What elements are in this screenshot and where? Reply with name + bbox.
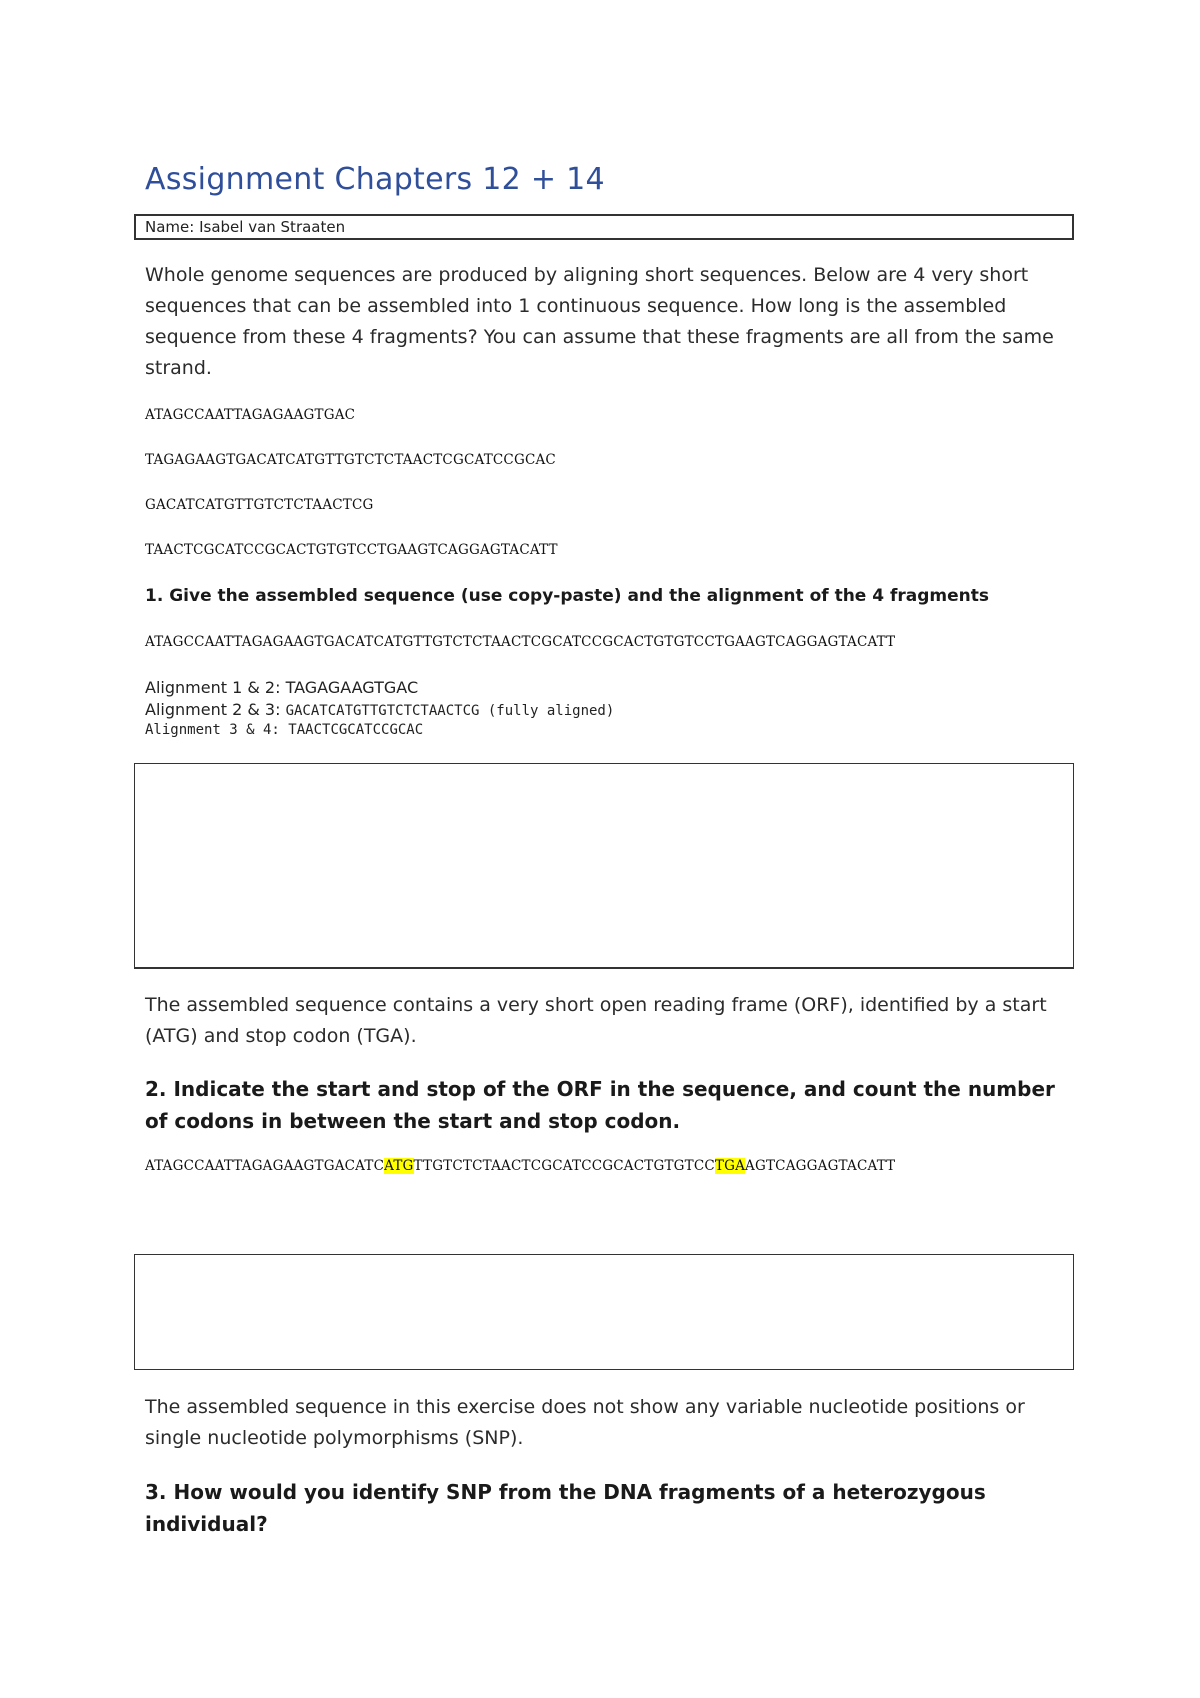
orf-sequence [145, 1158, 895, 1174]
fragment-1: ATAGCCAATTAGAGAAGTGAC [145, 407, 356, 423]
snp-intro-paragraph: The assembled sequence in this exercise does not show any variable nucleotide positions or single nucleotide polymorphisms (SNP). [145, 1396, 1025, 1449]
alignment-3-4 [145, 720, 423, 740]
fragment-3: GACATCATGTTGTCTCTAACTCG [145, 497, 374, 513]
alignment-value: GACATCATGTTGTCTCTAACTCG (fully aligned) [285, 703, 615, 719]
fragment-4: TAACTCGCATCCGCACTGTGTCCTGAAGTCAGGAGTACATT [145, 542, 558, 558]
orf-seq-after-stop: AGTCAGGAGTACATT [745, 1158, 896, 1174]
question-1: 1. Give the assembled sequence (use copy-paste) and the alignment of the 4 fragments [145, 586, 989, 606]
fragment-2: TAGAGAAGTGACATCATGTTGTCTCTAACTCGCATCCGCAC [145, 452, 556, 468]
alignment-label: Alignment 2 & 3: [145, 700, 281, 719]
page-title: Assignment Chapters 12 + 14 [145, 162, 605, 197]
orf-intro-paragraph: The assembled sequence contains a very short open reading frame (ORF), identified by a start (ATG) and stop codon (TGA). [145, 994, 1047, 1047]
alignment-value: TAGAGAAGTGAC [285, 678, 419, 697]
start-codon-highlight: ATG [384, 1158, 414, 1174]
answer-box-1[interactable] [134, 763, 1074, 969]
alignment-1-2 [145, 678, 418, 698]
name-field[interactable]: Name: Isabel van Straaten [134, 214, 1074, 240]
assembled-sequence: ATAGCCAATTAGAGAAGTGACATCATGTTGTCTCTAACTCGCATCCGCACTGTGTCCTGAAGTCAGGAGTACATT [145, 634, 896, 650]
alignment-value: TAACTCGCATCCGCAC [288, 722, 424, 738]
question-2: 2. Indicate the start and stop of the ORF in the sequence, and count the number of codons in between the start and stop codon. [145, 1077, 1055, 1133]
alignment-2-3 [145, 700, 614, 721]
orf-seq-before-start: ATAGCCAATTAGAGAAGTGACATC [145, 1158, 385, 1174]
alignment-label: Alignment 3 & 4: [145, 722, 280, 738]
alignment-label: Alignment 1 & 2: [145, 678, 281, 697]
stop-codon-highlight: TGA [714, 1158, 746, 1174]
orf-seq-middle: TTGTCTCTAACTCGCATCCGCACTGTGTCC [413, 1158, 715, 1174]
answer-box-2[interactable] [134, 1254, 1074, 1370]
question-3: 3. How would you identify SNP from the DNA fragments of a heterozygous individual? [145, 1480, 986, 1536]
intro-paragraph: Whole genome sequences are produced by aligning short sequences. Below are 4 very short sequences that can be assembled into 1 continuous sequence. How long is the assembled sequence from these 4 fragments? You can assume that these fragments are all from the same strand. [145, 264, 1054, 379]
